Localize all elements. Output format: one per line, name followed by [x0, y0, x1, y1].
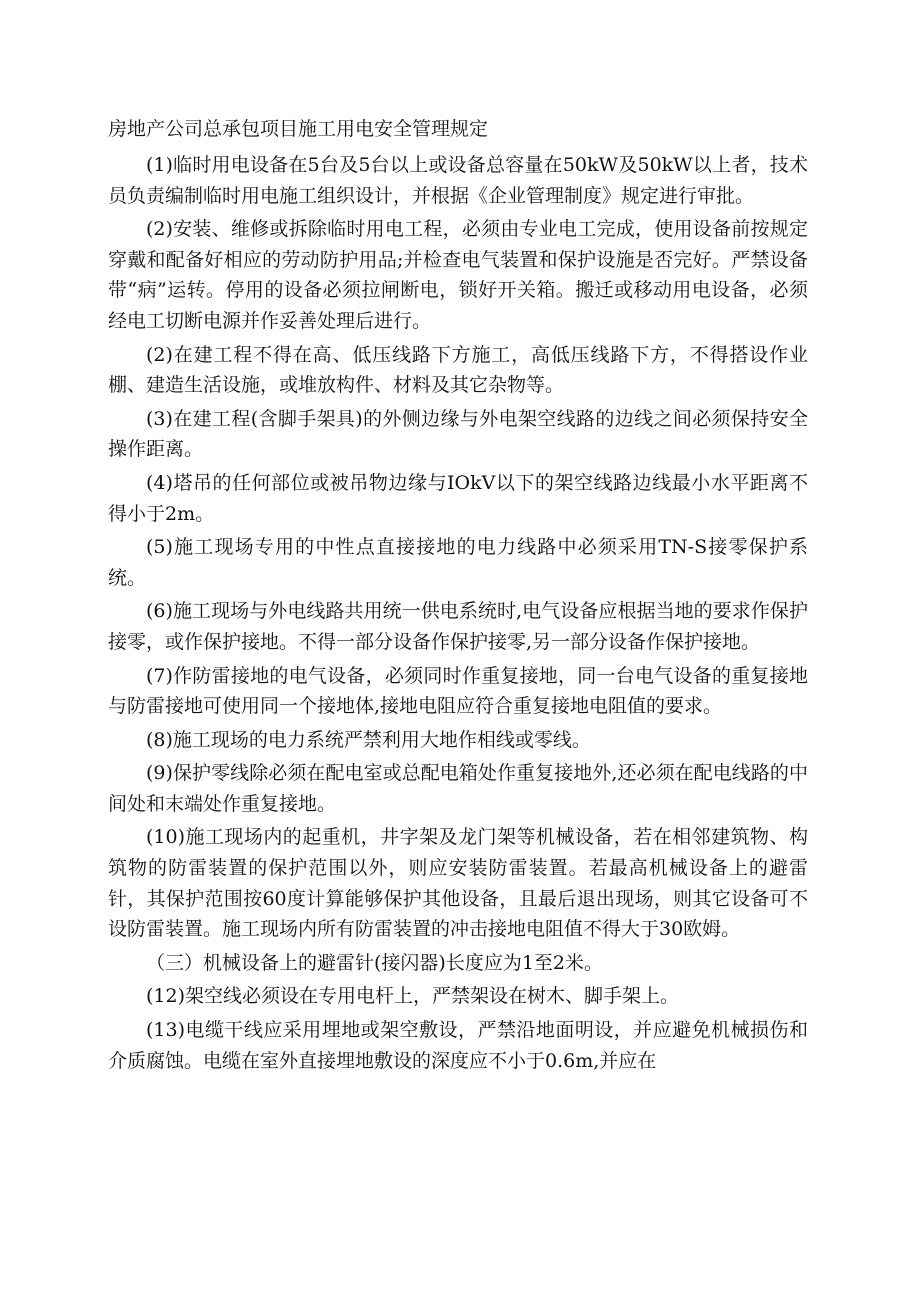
paragraph-6: (5)施工现场专用的中性点直接接地的电力线路中必须采用TN-S接零保护系统。 [108, 536, 808, 589]
paragraph-4: (3)在建工程(含脚手架具)的外侧边缘与外电架空线路的边线之间必须保持安全操作距离。 [108, 407, 808, 461]
paragraph-2: (2)安装、维修或拆除临时用电工程，必须由专业电工完成，使用设备前按规定穿戴和配备好相应的劳动防护用品;并检查电气装置和保护设施是否完好。严禁设备带“病”运转。停用的设备必须拉闸断电，锁好开关箱。搬迁或移动用电设备，必须经电工切断电源并作妥善处理后进行。 [108, 218, 808, 332]
paragraph-13: (12)架空线必须设在专用电杆上，严禁架设在树木、脚手架上。 [146, 985, 680, 1008]
document-title: 房地产公司总承包项目施工用电安全管理规定 [108, 118, 489, 140]
paragraph-3: (2)在建工程不得在高、低压线路下方施工，高低压线路下方，不得搭设作业棚、建造生活设施，或堆放构件、材料及其它杂物等。 [108, 343, 808, 397]
paragraph-10: (9)保护零线除必须在配电室或总配电箱处作重复接地外,还必须在配电线路的中间处和末端处作重复接地。 [108, 762, 808, 815]
paragraph-9: (8)施工现场的电力系统严禁利用大地作相线或零线。 [146, 728, 591, 751]
paragraph-11: (10)施工现场内的起重机，井字架及龙门架等机械设备，若在相邻建筑物、构筑物的防雷装置的保护范围以外，则应安装防雷装置。若最高机械设备上的避雷针，其保护范围按60度计算能够保护其他设备，且最后退出现场，则其它设备可不设防雷装置。施工现场内所有防雷装置的冲击接地电阻值不得大于30欧姆。 [108, 826, 808, 941]
paragraph-8: (7)作防雷接地的电气设备，必须同时作重复接地，同一台电气设备的重复接地与防雷接地可使用同一个接地体,接地电阻应符合重复接地电阻值的要求。 [108, 664, 808, 718]
document-body [108, 150, 808, 1079]
paragraph-12: （三）机械设备上的避雷针(接闪器)长度应为1至2米。 [146, 951, 604, 974]
paragraph-5: (4)塔吊的任何部位或被吊物边缘与IOkV以下的架空线路边线最小水平距离不得小于2m。 [108, 471, 808, 525]
paragraph-7: (6)施工现场与外电线路共用统一供电系统时,电气设备应根据当地的要求作保护接零，或作保护接地。不得一部分设备作保护接零,另一部分设备作保护接地。 [108, 600, 808, 653]
paragraph-1: (1)临时用电设备在5台及5台以上或设备总容量在50kW及50kW以上者，技术员负责编制临时用电施工组织设计，并根据《企业管理制度》规定进行审批。 [108, 154, 808, 207]
paragraph-14: (13)电缆干线应采用埋地或架空敷设，严禁沿地面明设，并应避免机械损伤和介质腐蚀。电缆在室外直接埋地敷设的深度应不小于0.6m,并应在 [108, 1019, 808, 1072]
